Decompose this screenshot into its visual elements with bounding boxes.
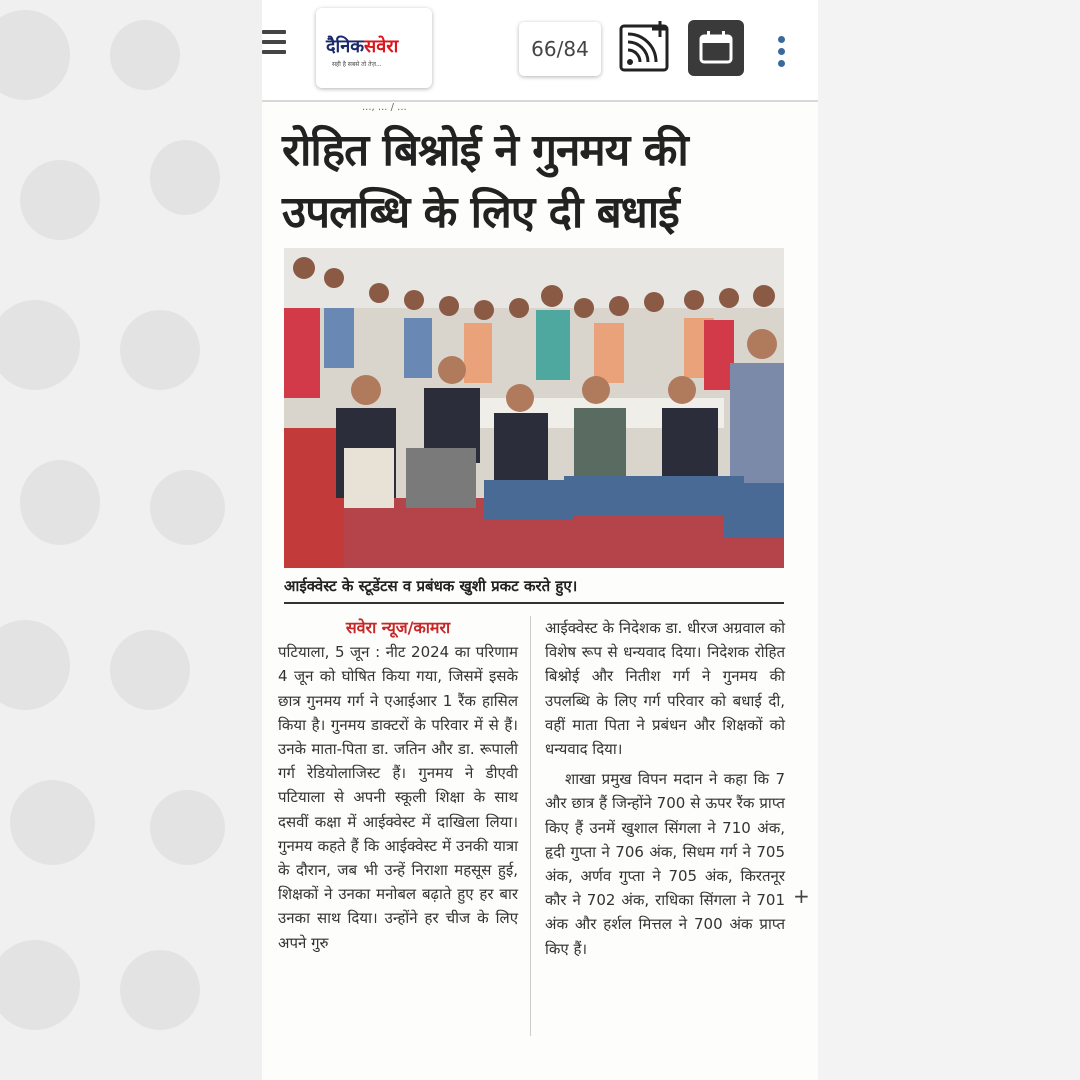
news-feed-add-icon[interactable] xyxy=(618,20,672,74)
photo-caption: आईक्वेस्ट के स्टूडेंटस व प्रबंधक खुशी प्रकट करते हुए। xyxy=(284,576,784,604)
article-paragraph: शाखा प्रमुख विपन मदान ने कहा कि 7 और छात्र हैं जिन्होंने 700 से ऊपर रैंक प्राप्त किए हैं उनमें खुशाल सिंगला ने 710 अंक, हृदी गुप्ता ने 706 अंक, सिधम गर्ग ने 705 अंक, अर्णव गुप्ता ने 705 अंक, किरतनूर कौर ने 702 अंक, राधिका सिंगला ने 701 अंक और हर्शल मित्तल ने 700 अंक प्राप्त किए हैं। xyxy=(545,770,785,958)
logo-wordmark: दैनिकसवेरा xyxy=(326,36,399,57)
column-divider xyxy=(530,616,531,1036)
top-toolbar xyxy=(262,0,818,102)
right-background xyxy=(818,0,1080,1080)
left-background xyxy=(0,0,262,1080)
article-paragraph: पटियाला, 5 जून : नीट 2024 का परिणाम 4 जून को घोषित किया गया, जिसमें इसके छात्र गुनमय गर्ग ने एआईआर 1 रैंक हासिल किया है। गुनमय डाक्टरों के परिवार में से हैं। उनके माता-पिता डा. जतिन और डा. रूपाली गर्ग रेडियोलाजिस्ट हैं। गुनमय ने डीएवी पटियाला से अपनी स्कूली शिक्षा के साथ दसवीं कक्षा में आईक्वेस्ट में दाखिला लिया। गुनमय कहते हैं कि आईक्वेस्ट में उनकी यात्रा के दौरान, जब भी उन्हें निराशा महसूस हुई, शिक्षकों ने उनका मनोबल बढ़ाते हुए हर बार उनका साथ दिया। उन्होंने हर चीज के लिए अपने गुरु xyxy=(278,643,518,952)
article-column-1 xyxy=(278,616,518,955)
reader-viewport xyxy=(262,0,818,1080)
more-vertical-icon[interactable] xyxy=(778,36,788,72)
article-photo xyxy=(284,248,784,568)
newspaper-page xyxy=(262,102,818,1080)
page-counter[interactable]: 66/84 xyxy=(519,22,601,76)
article-paragraph: आईक्वेस्ट के निदेशक डा. धीरज अग्रवाल को विशेष रूप से धन्यवाद दिया। निदेशक रोहित बिश्नोई और नितीश गर्ग ने गुनमय की उपलब्धि के लिए गर्ग परिवार को बधाई दी, वहीं माता पिता ने प्रबंधन और शिक्षकों को धन्यवाद दिया। xyxy=(545,619,785,759)
hamburger-icon[interactable] xyxy=(262,30,286,58)
logo-tagline: सही है सबसे तो तेज़... xyxy=(332,61,382,68)
article-headline: रोहित बिश्नोई ने गुनमय की उपलब्धि के लिए दी बधाई xyxy=(282,125,688,238)
article-column-2 xyxy=(545,616,785,961)
article-byline: सवेरा न्यूज/कामरा xyxy=(345,618,451,637)
top-fragment-text: ..., ... / ... xyxy=(362,102,407,113)
newspaper-logo[interactable] xyxy=(316,8,432,88)
plus-icon[interactable]: + xyxy=(793,884,810,908)
calendar-icon[interactable] xyxy=(688,20,744,76)
